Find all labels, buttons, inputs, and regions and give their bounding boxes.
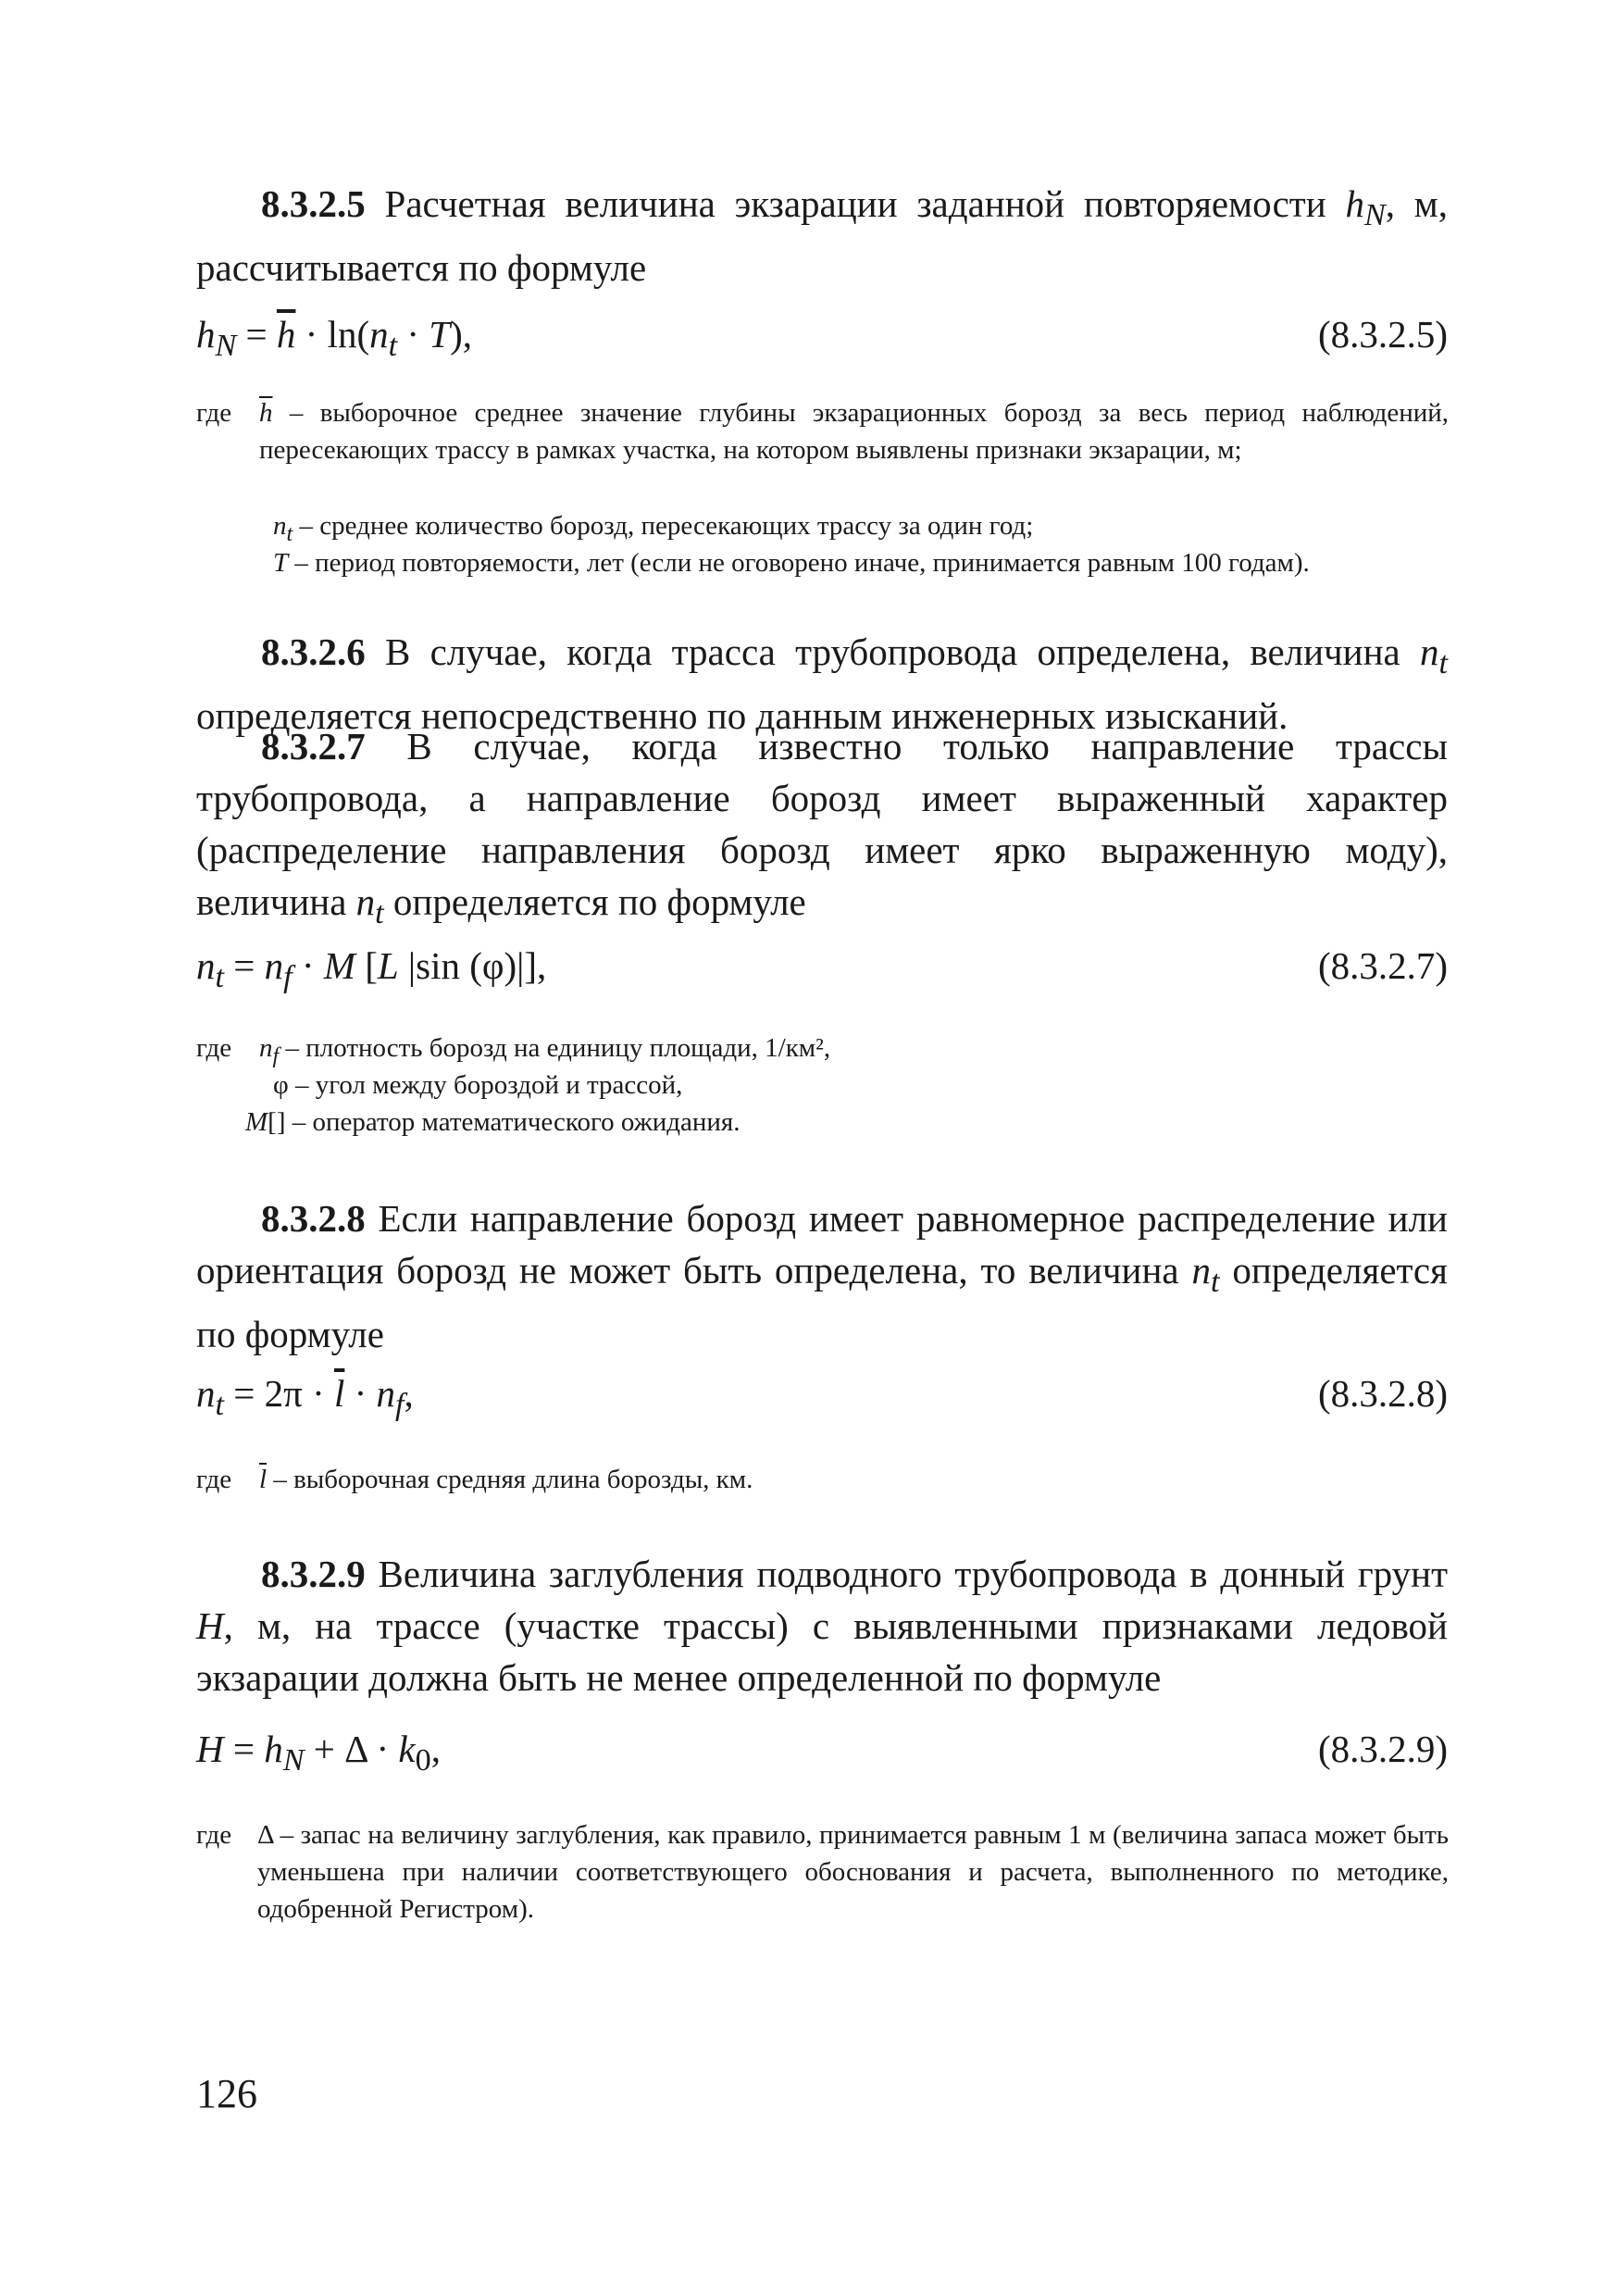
paragraph-8-3-2-6: 8.3.2.6 В случае, когда трасса трубопровода определена, величина $n_t$ определяется непосредственно по данным инженерных изысканий. — [196, 630, 1448, 738]
formula-8-3-2-8: $n_t = 2\pi \cdot \overline{l} \cdot n_f$, — [196, 1372, 414, 1423]
paragraph-8-3-2-5: 8.3.2.5 Расчетная величина экзарации заданной повторяемости $h_N$, м, рассчитывается по формуле — [196, 182, 1448, 290]
where-label: где — [196, 398, 232, 428]
where-label: где — [196, 1033, 232, 1063]
definition-phi: φ – угол между бороздой и трассой, — [273, 1070, 683, 1100]
where-label: где — [196, 1465, 232, 1494]
definition-delta: Δ – запас на величину заглубления, как правило, принимается равным 1 м (величина запаса может быть уменьшена при наличии соответствующего обоснования и расчета, выполненного по методике, одобренной Регистром). — [257, 1820, 1449, 1924]
equation-number: (8.3.2.9) — [1317, 1728, 1448, 1770]
paragraph-8-3-2-7: 8.3.2.7 В случае, когда известно только направление трассы трубопровода, а направление борозд имеет выраженный характер (распределение направления борозд имеет ярко выраженную моду), величина $n_t$ определяется по формуле — [196, 725, 1448, 931]
formula-8-3-2-9: $H = h_N + \Delta \cdot k_0$, — [196, 1728, 441, 1778]
equation-number: (8.3.2.5) — [1317, 313, 1448, 356]
paragraph-8-3-2-9: 8.3.2.9 Величина заглубления подводного трубопровода в донный грунт H, м, на трассе (участке трассы) с выявленными признаками ледовой экзарации должна быть не менее определенной по формуле — [196, 1553, 1448, 1699]
page-number: 126 — [196, 2071, 257, 2116]
formula-8-3-2-5: $h_N = \overline{h} \cdot \ln(n_t \cdot T)$, — [196, 313, 472, 364]
equation-number: (8.3.2.7) — [1317, 944, 1448, 987]
definition-nf: $n_f$ – плотность борозд на единицу площади, 1/км², — [259, 1033, 831, 1068]
clause-number: 8.3.2.5 — [261, 182, 366, 225]
paragraph-8-3-2-8: 8.3.2.8 Если направление борозд имеет равномерное распределение или ориентация борозд не может быть определена, то величина $n_t$ определяется по формуле — [196, 1197, 1448, 1356]
definition-T: T – период повторяемости, лет (если не оговорено иначе, принимается равным 100 годам). — [273, 548, 1310, 578]
definition-nt: $n_t$ – среднее количество борозд, пересекающих трассу за один год; — [273, 511, 1034, 546]
equation-number: (8.3.2.8) — [1317, 1372, 1448, 1415]
definition-M: M[] – оператор математического ожидания. — [245, 1107, 741, 1137]
definition-h-bar: $\overline{h}$ – выборочное среднее значение глубины экзарационных борозд за весь период наблюдений, пересекающих трассу в рамках участка, на котором выявлены признаки экзарации, м; — [259, 398, 1449, 465]
definition-l-bar: $\overline{l}$ – выборочная средняя длина борозды, км. — [259, 1465, 753, 1494]
formula-8-3-2-7: $n_t = n_f \cdot M$ [L |sin (φ)|], — [196, 944, 547, 995]
where-label: где — [196, 1820, 232, 1850]
